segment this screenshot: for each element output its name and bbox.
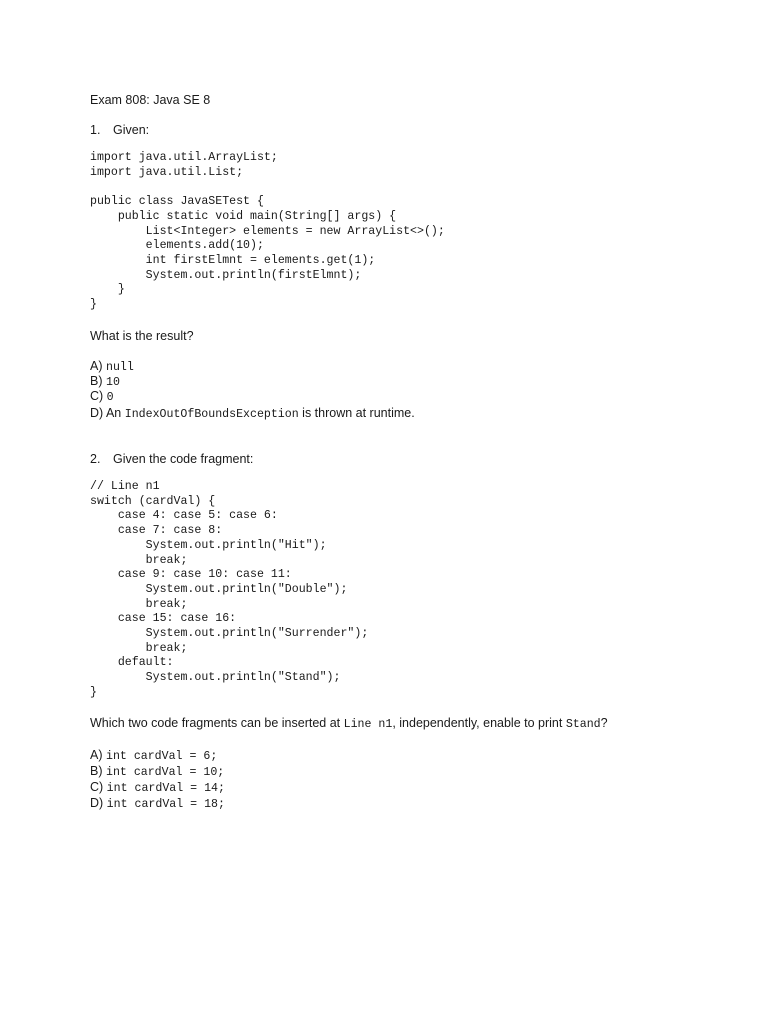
option-code: int cardVal = 18; — [106, 798, 225, 811]
q2-option-b — [90, 764, 224, 780]
q2-number: 2. — [90, 452, 101, 466]
q1-option-c — [90, 389, 114, 405]
q1-question: What is the result? — [90, 329, 194, 343]
question-text: ? — [600, 716, 608, 730]
q1-heading — [90, 123, 149, 138]
exam-title: Exam 808: Java SE 8 — [90, 93, 211, 107]
q2-option-c — [90, 780, 225, 796]
option-letter: C) — [90, 780, 107, 794]
question-code: Line n1 — [343, 718, 393, 731]
option-code: 0 — [106, 391, 114, 404]
option-code: int cardVal = 6; — [105, 750, 218, 763]
option-letter: A) — [90, 748, 106, 762]
option-code: int cardVal = 10; — [105, 766, 225, 779]
q1-option-d — [90, 406, 415, 422]
q2-option-d — [90, 796, 225, 812]
q2-prompt: Given the code fragment: — [113, 452, 254, 466]
option-letter: B) — [90, 374, 106, 388]
q1-code-block: import java.util.ArrayList; import java.util.List; public class JavaSETest { public static void main(String[] args) { List<Integer> elements = new ArrayList<>(); elements.add(10); int firstElmnt = elements.get(1); System.out.println(firstElmnt); } } — [90, 151, 445, 312]
option-code: null — [105, 361, 134, 374]
option-text: is thrown at runtime. — [298, 406, 415, 420]
question-text: Which two code fragments can be inserted at — [90, 716, 344, 730]
option-letter: C) — [90, 389, 107, 403]
question-text: , independently, enable to print — [392, 716, 566, 730]
q1-option-b — [90, 374, 120, 390]
option-letter: A) — [90, 359, 106, 373]
option-letter: D) An — [90, 406, 125, 420]
option-code: 10 — [105, 376, 120, 389]
q2-code-block: // Line n1 switch (cardVal) { case 4: case 5: case 6: case 7: case 8: System.out.println("Hit"); break; case 9: case 10: case 11: System.out.println("Double"); break; case 15: case 16: System.out.println("Surrender"); break; default: System.out.println("Stand"); } — [90, 480, 369, 699]
option-code: int cardVal = 14; — [106, 782, 225, 795]
question-code: Stand — [565, 718, 601, 731]
q2-heading — [90, 452, 253, 467]
q1-option-a — [90, 359, 134, 375]
option-letter: D) — [90, 796, 107, 810]
option-code: IndexOutOfBoundsException — [124, 408, 299, 421]
q2-option-a — [90, 748, 217, 764]
q2-question — [90, 716, 608, 732]
q1-prompt: Given: — [113, 123, 150, 137]
q1-number: 1. — [90, 123, 101, 137]
option-letter: B) — [90, 764, 106, 778]
